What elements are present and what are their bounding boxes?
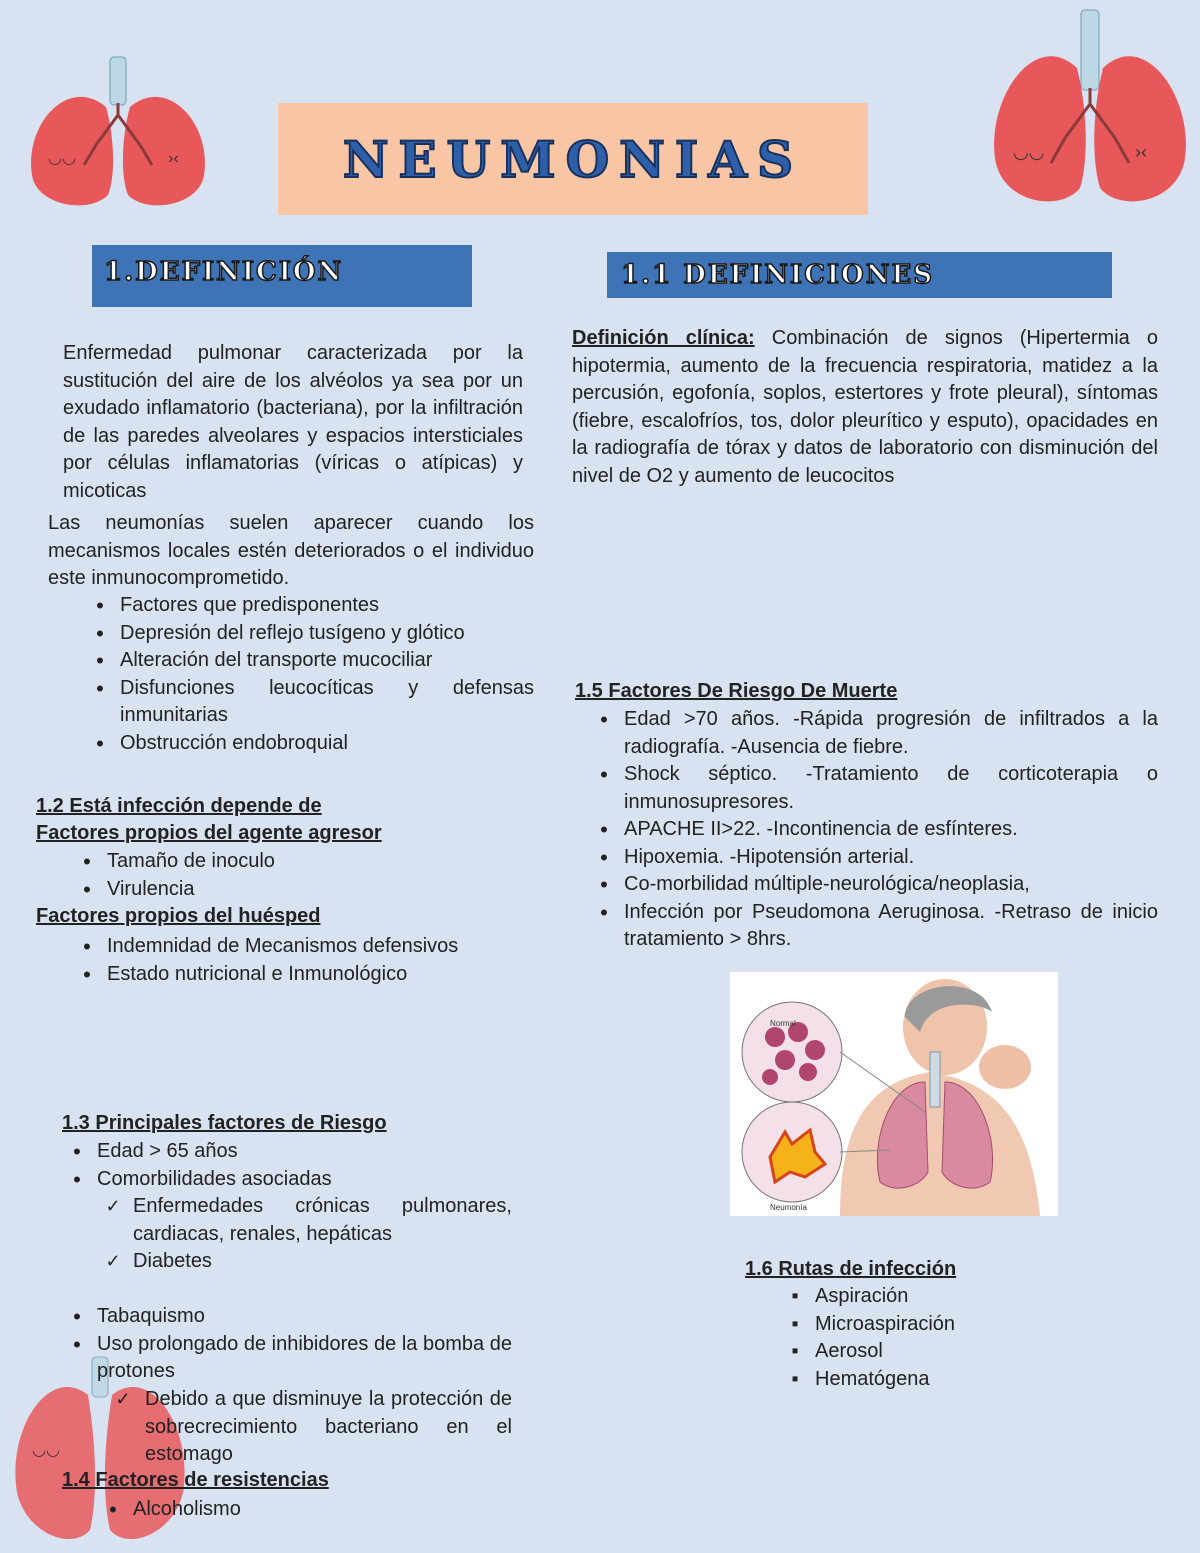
list-item: • Depresión del reflejo tusígeno y glótico: [120, 620, 534, 648]
list-item: • Alteración del transporte mucociliar: [120, 647, 534, 675]
svg-text:›‹: ›‹: [168, 150, 179, 167]
bullet-icon: [594, 871, 614, 901]
section-header-definiciones: [607, 252, 1112, 298]
bullet-icon: [90, 620, 110, 650]
bullet-icon: [594, 706, 614, 736]
checkmark-icon: [103, 1193, 123, 1221]
resistance-factors-list: [133, 1496, 433, 1524]
bullet-icon: [90, 675, 110, 705]
onset-paragraph: Las neumonías suelen aparecer cuando los mecanismos locales estén deteriorados o el individuo este inmunocomprometido.: [48, 512, 534, 589]
list-item: • Tabaquismo: [97, 1303, 512, 1331]
list-item: • Obstrucción endobroquial: [120, 730, 534, 758]
checkmark-icon: [113, 1386, 133, 1414]
bullet-icon: [594, 844, 614, 874]
section-1-2-heading: 1.2 Está infección depende de: [36, 795, 322, 817]
bullet-icon: [67, 1303, 87, 1333]
ppi-sublist: [145, 1386, 512, 1469]
list-item: • Co-morbilidad múltiple-neurológica/neoplasia,: [624, 871, 1158, 899]
agent-factors-list: [107, 848, 507, 903]
host-factors-heading: Factores propios del huésped: [36, 905, 321, 927]
section-1-3-heading: 1.3 Principales factores de Riesgo: [62, 1112, 387, 1134]
list-item: • Comorbilidades asociadas: [97, 1166, 512, 1194]
death-risk-factors-list: [624, 706, 1158, 954]
checkmark-icon: [103, 1248, 123, 1276]
list-item: • Indemnidad de Mecanismos defensivos: [107, 933, 504, 961]
list-item: • Factores que predisponentes: [120, 592, 534, 620]
list-item: • Shock séptico. -Tratamiento de corticoterapia o inmunosupresores.: [624, 761, 1158, 816]
pneumonia-label: Neumonía: [770, 1203, 807, 1212]
predisposing-list: [120, 592, 534, 757]
bullet-icon: [103, 1496, 123, 1526]
list-item: • Uso prolongado de inhibidores de la bomba de protones: [97, 1331, 512, 1386]
list-item: ▪ Microaspiración: [815, 1311, 1065, 1339]
bullet-icon: [90, 592, 110, 622]
page-title: NEUMONIAS: [342, 129, 804, 189]
pneumonia-illustration: [730, 972, 1058, 1216]
definition-paragraph: Enfermedad pulmonar caracterizada por la sustitución del aire de los alvéolos ya sea por un exudado inflamatorio (bacteriana), por la infiltración de las paredes alveolares y espacios intersticiales por células inflamatorias (víricas o atípicas) y micoticas: [63, 342, 523, 502]
square-bullet-icon: [785, 1366, 805, 1394]
bullet-icon: [594, 899, 614, 929]
risk-factors-list: [97, 1138, 512, 1193]
title-banner: [278, 103, 868, 215]
list-item: ✓ Diabetes: [133, 1248, 512, 1276]
section-1-6-heading: 1.6 Rutas de infección: [745, 1258, 957, 1280]
svg-text:◡◡: ◡◡: [48, 150, 76, 167]
square-bullet-icon: [785, 1311, 805, 1339]
bullet-icon: [67, 1331, 87, 1361]
comorbidity-sublist: [133, 1193, 512, 1276]
agent-factors-heading: Factores propios del agente agresor: [36, 822, 382, 844]
svg-text:◡◡: ◡◡: [1013, 142, 1045, 162]
list-item: • Estado nutricional e Inmunológico: [107, 961, 504, 989]
list-item: ✓ Enfermedades crónicas pulmonares, cardiacas, renales, hepáticas: [133, 1193, 512, 1248]
normal-label: Normal: [770, 1019, 796, 1028]
bullet-icon: [77, 848, 97, 878]
section-header-label: 1.1 DEFINICIONES: [621, 260, 935, 290]
bullet-icon: [77, 876, 97, 906]
infection-routes-list: [815, 1283, 1065, 1393]
clinical-definition-paragraph: [572, 325, 1158, 490]
list-item: • Hipoxemia. -Hipotensión arterial.: [624, 844, 1158, 872]
list-item: ▪ Hematógena: [815, 1366, 1065, 1394]
bullet-icon: [77, 933, 97, 963]
list-item: • Virulencia: [107, 876, 507, 904]
section-1-5-heading: 1.5 Factores De Riesgo De Muerte: [575, 680, 898, 702]
bullet-icon: [90, 730, 110, 760]
bullet-icon: [77, 961, 97, 991]
host-factors-list: [107, 933, 504, 988]
clinical-definition-text: Combinación de signos (Hipertermia o hipotermia, aumento de la frecuencia respiratoria, matidez a la percusión, egofonía, soplos, estertores y frote pleural), síntomas (fiebre, escalofríos, tos, dolor pleurítico y esputo), opacidades en la radiografía de tórax y datos de laboratorio con disminución del nivel de O2 y aumento de leucocitos: [572, 327, 1158, 487]
bullet-icon: [594, 816, 614, 846]
bullet-icon: [594, 761, 614, 791]
list-item: • Edad > 65 años: [97, 1138, 512, 1166]
list-item: • Disfunciones leucocíticas y defensas inmunitarias: [120, 675, 534, 730]
svg-text:›‹: ›‹: [1135, 142, 1147, 162]
lungs-illustration-top-right: [985, 8, 1195, 213]
svg-text:◡◡: ◡◡: [32, 1442, 60, 1459]
square-bullet-icon: [785, 1338, 805, 1366]
bullet-icon: [90, 647, 110, 677]
list-item: • Infección por Pseudomona Aeruginosa. -Retraso de inicio tratamiento > 8hrs.: [624, 899, 1158, 954]
list-item: ▪ Aerosol: [815, 1338, 1065, 1366]
section-header-definicion: [92, 245, 472, 307]
square-bullet-icon: [785, 1283, 805, 1311]
clinical-definition-label: Definición clínica:: [572, 327, 755, 349]
section-1-4-heading: 1.4 Factores de resistencias: [62, 1469, 329, 1491]
list-item: ▪ Aspiración: [815, 1283, 1065, 1311]
list-item: • APACHE II>22. -Incontinencia de esfínteres.: [624, 816, 1158, 844]
list-item: • Tamaño de inoculo: [107, 848, 507, 876]
bullet-icon: [67, 1138, 87, 1168]
section-header-label: 1.DEFINICIÓN: [104, 257, 344, 287]
list-item: • Alcoholismo: [133, 1496, 433, 1524]
bullet-icon: [67, 1166, 87, 1196]
risk-factors-list-continued: [97, 1303, 512, 1386]
lungs-illustration-top-left: [18, 55, 218, 215]
list-item: • Edad >70 años. -Rápida progresión de infiltrados a la radiografía. -Ausencia de fiebre.: [624, 706, 1158, 761]
list-item: ✓ Debido a que disminuye la protección de sobrecrecimiento bacteriano en el estomago: [145, 1386, 512, 1469]
